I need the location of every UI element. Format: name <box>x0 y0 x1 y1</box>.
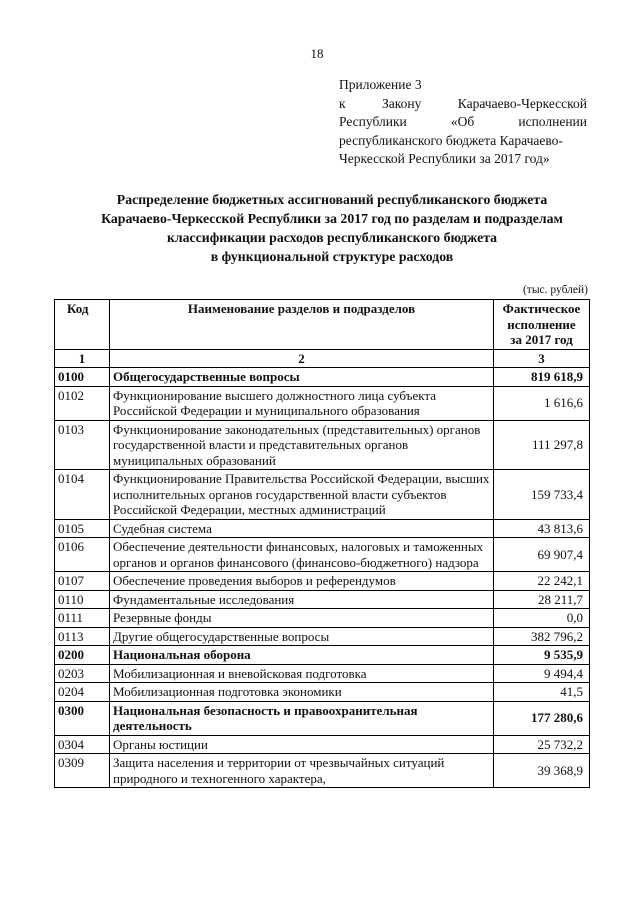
row-name: Защита населения и территории от чрезвычайных ситуаций природного и техногенного характера, <box>110 754 494 788</box>
row-name: Функционирование законодательных (представительных) органов государственной власти и представительных органов муниципальных образований <box>110 420 494 470</box>
table-row <box>55 386 590 420</box>
appendix-word: Закону <box>381 95 422 111</box>
appendix-word: «Об <box>450 114 475 129</box>
row-name: Другие общегосударственные вопросы <box>110 627 494 646</box>
row-code: 0204 <box>55 683 110 702</box>
row-amount: 177 280,6 <box>494 701 590 735</box>
row-name: Функционирование Правительства Российской Федерации, высших исполнительных органов государственной власти субъектов Российской Федерации, местных администраций <box>110 470 494 520</box>
row-code: 0309 <box>55 754 110 788</box>
row-name: Функционирование высшего должностного лица субъекта Российской Федерации и муниципального образования <box>110 386 494 420</box>
row-name: Органы юстиции <box>110 735 494 754</box>
title-line-3: классификации расходов республиканского бюджета <box>166 230 498 245</box>
table-row <box>55 664 590 683</box>
appendix-line-3 <box>339 113 587 132</box>
row-name: Фундаментальные исследования <box>110 590 494 609</box>
table-numbering-row <box>55 349 590 368</box>
row-amount: 159 733,4 <box>494 470 590 520</box>
appendix-word: исполнении <box>518 114 587 129</box>
table-row <box>55 368 590 387</box>
appendix-word: к <box>339 95 346 111</box>
table-row <box>55 646 590 665</box>
row-code: 0105 <box>55 519 110 538</box>
table-body <box>55 368 590 788</box>
header-code: Код <box>55 300 110 350</box>
row-code: 0300 <box>55 701 110 735</box>
appendix-word: Карачаево-Черкесской <box>457 95 587 111</box>
row-amount: 9 494,4 <box>494 664 590 683</box>
header-name: Наименование разделов и подразделов <box>110 300 494 350</box>
appendix-line-1: Приложение 3 <box>339 77 422 92</box>
row-name: Национальная оборона <box>110 646 494 665</box>
row-amount: 43 813,6 <box>494 519 590 538</box>
row-name: Мобилизационная подготовка экономики <box>110 683 494 702</box>
document-title <box>40 190 624 266</box>
row-code: 0200 <box>55 646 110 665</box>
header-amount-line: за 2017 год <box>510 332 573 347</box>
table-row <box>55 519 590 538</box>
row-code: 0304 <box>55 735 110 754</box>
table-row <box>55 735 590 754</box>
table-row <box>55 538 590 572</box>
row-code: 0103 <box>55 420 110 470</box>
row-code: 0100 <box>55 368 110 387</box>
page-number: 18 <box>310 46 324 61</box>
column-number: 3 <box>494 349 590 368</box>
row-amount: 28 211,7 <box>494 590 590 609</box>
table-row <box>55 420 590 470</box>
table-row <box>55 609 590 628</box>
row-amount: 22 242,1 <box>494 572 590 591</box>
row-code: 0111 <box>55 609 110 628</box>
row-amount: 9 535,9 <box>494 646 590 665</box>
row-code: 0104 <box>55 470 110 520</box>
column-number: 2 <box>110 349 494 368</box>
row-amount: 0,0 <box>494 609 590 628</box>
appendix-line-5: Черкесской Республики за 2017 год» <box>339 151 550 166</box>
table-header-row <box>55 300 590 350</box>
row-code: 0106 <box>55 538 110 572</box>
header-amount <box>494 300 590 350</box>
table-row <box>55 754 590 788</box>
table-row <box>55 701 590 735</box>
row-name: Общегосударственные вопросы <box>110 368 494 387</box>
header-amount-line: Фактическое <box>502 301 581 316</box>
row-name: Обеспечение проведения выборов и референдумов <box>110 572 494 591</box>
row-code: 0113 <box>55 627 110 646</box>
appendix-line-2 <box>339 95 587 114</box>
units-label: (тыс. рублей) <box>522 284 588 296</box>
title-line-2: Карачаево-Черкесской Республики за 2017 год по разделам и подразделам <box>101 211 563 226</box>
appendix-line-4: республиканского бюджета Карачаево- <box>339 132 563 148</box>
table-row <box>55 683 590 702</box>
row-name: Обеспечение деятельности финансовых, налоговых и таможенных органов и органов финансового (финансово-бюджетного) надзора <box>110 538 494 572</box>
table-row <box>55 627 590 646</box>
row-amount: 1 616,6 <box>494 386 590 420</box>
appendix-header <box>339 76 587 169</box>
row-amount: 111 297,8 <box>494 420 590 470</box>
column-number: 1 <box>55 349 110 368</box>
table-row <box>55 572 590 591</box>
row-code: 0102 <box>55 386 110 420</box>
row-amount: 382 796,2 <box>494 627 590 646</box>
title-line-1: Распределение бюджетных ассигнований республиканского бюджета <box>116 192 548 207</box>
row-code: 0203 <box>55 664 110 683</box>
expenditure-table <box>54 299 590 788</box>
row-amount: 69 907,4 <box>494 538 590 572</box>
row-amount: 819 618,9 <box>494 368 590 387</box>
table-row <box>55 590 590 609</box>
header-amount-line: исполнение <box>507 316 576 332</box>
row-amount: 25 732,2 <box>494 735 590 754</box>
row-amount: 41,5 <box>494 683 590 702</box>
row-code: 0107 <box>55 572 110 591</box>
row-name: Резервные фонды <box>110 609 494 628</box>
row-name: Мобилизационная и вневойсковая подготовка <box>110 664 494 683</box>
row-amount: 39 368,9 <box>494 754 590 788</box>
row-name: Судебная система <box>110 519 494 538</box>
row-name: Национальная безопасность и правоохранительная деятельность <box>110 701 494 735</box>
table-row <box>55 470 590 520</box>
title-line-4: в функциональной структуре расходов <box>210 249 454 264</box>
row-code: 0110 <box>55 590 110 609</box>
appendix-word: Республики <box>339 114 407 129</box>
